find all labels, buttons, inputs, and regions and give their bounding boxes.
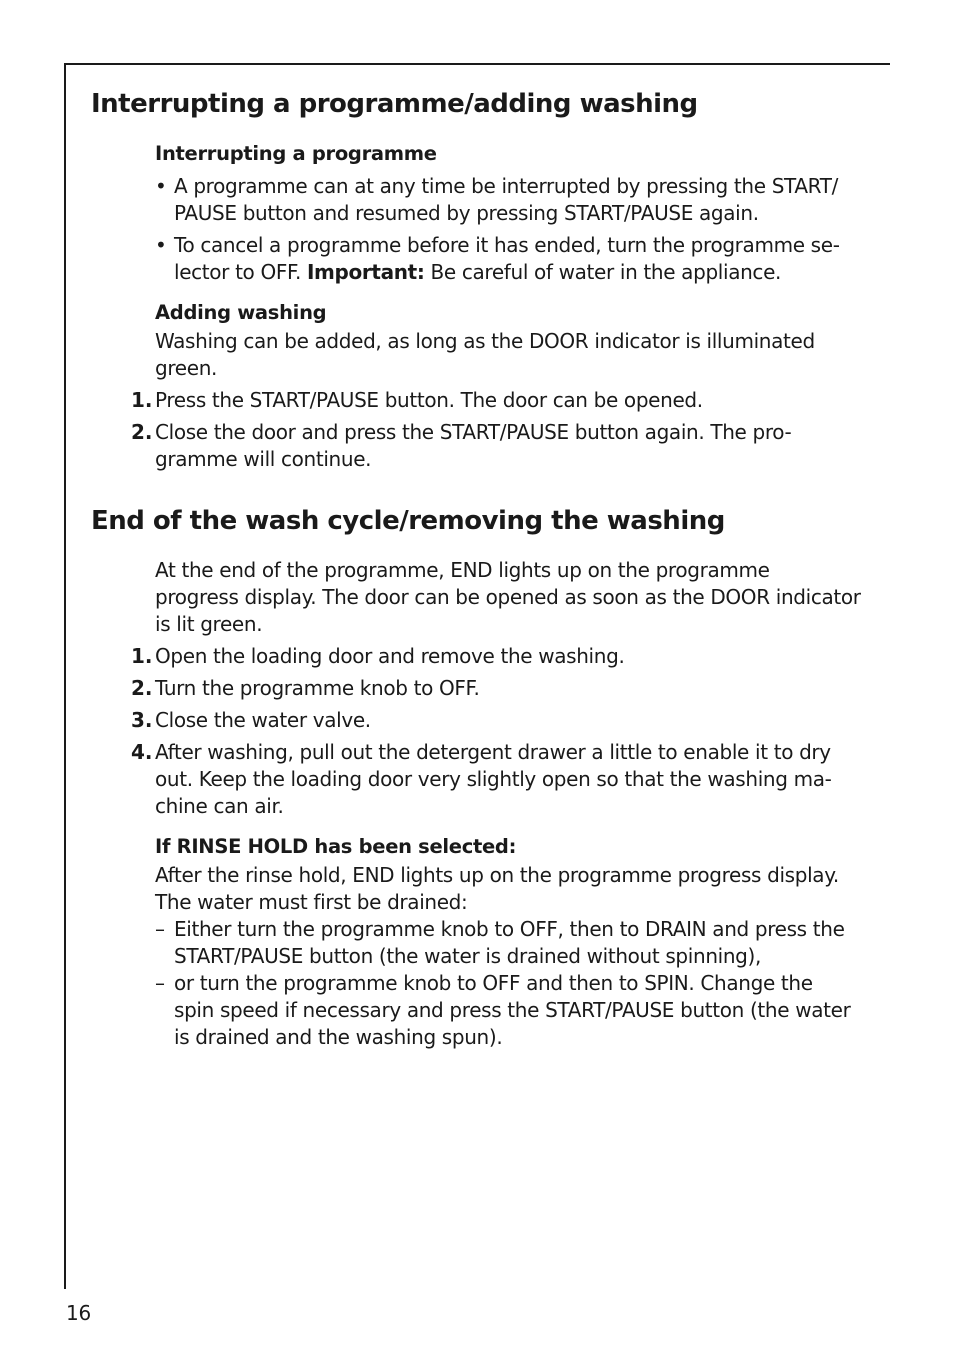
left-rule xyxy=(64,63,66,1289)
bullet-1-line-2: PAUSE button and resumed by pressing START/PAUSE again. xyxy=(174,201,759,225)
step-number: 1. xyxy=(131,388,153,412)
step-number: 4. xyxy=(131,740,153,764)
dash-2-line-2: spin speed if necessary and press the START/PAUSE button (the water xyxy=(174,998,851,1022)
end-intro-line-3: is lit green. xyxy=(155,612,263,636)
adding-step-2-line-2: gramme will continue. xyxy=(155,447,372,471)
end-step-2-line-1: Turn the programme knob to OFF. xyxy=(155,676,480,700)
end-intro-line-2: progress display. The door can be opened as soon as the DOOR indicator xyxy=(155,585,861,609)
end-step-3-line-1: Close the water valve. xyxy=(155,708,371,732)
top-rule xyxy=(64,63,890,65)
end-step-4-line-2: out. Keep the loading door very slightly open so that the washing ma- xyxy=(155,767,832,791)
step-number: 2. xyxy=(131,420,153,444)
bullet-2-line-1: To cancel a programme before it has ended, turn the programme se- xyxy=(174,233,840,257)
rinse-intro-line-1: After the rinse hold, END lights up on the programme progress display. xyxy=(155,863,839,887)
end-step-4-line-1: After washing, pull out the detergent drawer a little to enable it to dry xyxy=(155,740,831,764)
bullet-1-line-1: A programme can at any time be interrupted by pressing the START/ xyxy=(174,174,839,198)
step-number: 3. xyxy=(131,708,153,732)
dash-2-line-3: is drained and the washing spun). xyxy=(174,1025,503,1049)
bullet-2-line-2: lector to OFF. Important: Be careful of water in the appliance. xyxy=(174,260,782,284)
subheading-adding-washing: Adding washing xyxy=(155,301,327,324)
dash-marker: – xyxy=(155,971,165,995)
adding-intro-line-1: Washing can be added, as long as the DOOR indicator is illuminated xyxy=(155,329,815,353)
bullet-marker: • xyxy=(155,233,167,257)
dash-1-line-2: START/PAUSE button (the water is drained without spinning), xyxy=(174,944,761,968)
page-number: 16 xyxy=(66,1301,92,1325)
adding-step-2-line-1: Close the door and press the START/PAUSE button again. The pro- xyxy=(155,420,792,444)
end-intro-line-1: At the end of the programme, END lights up on the programme xyxy=(155,558,770,582)
subheading-rinse-hold: If RINSE HOLD has been selected: xyxy=(155,835,517,858)
rinse-intro-line-2: The water must first be drained: xyxy=(155,890,468,914)
dash-1-line-1: Either turn the programme knob to OFF, then to DRAIN and press the xyxy=(174,917,845,941)
subheading-interrupting-programme: Interrupting a programme xyxy=(155,142,437,165)
bullet-marker: • xyxy=(155,174,167,198)
section-title-interrupting: Interrupting a programme/adding washing xyxy=(91,89,698,119)
end-step-1-line-1: Open the loading door and remove the washing. xyxy=(155,644,625,668)
step-number: 1. xyxy=(131,644,153,668)
adding-intro-line-2: green. xyxy=(155,356,218,380)
adding-step-1-line-1: Press the START/PAUSE button. The door can be opened. xyxy=(155,388,703,412)
dash-2-line-1: or turn the programme knob to OFF and then to SPIN. Change the xyxy=(174,971,813,995)
important-label: Important: xyxy=(306,260,425,284)
section-title-end-of-cycle: End of the wash cycle/removing the washing xyxy=(91,506,725,536)
dash-marker: – xyxy=(155,917,165,941)
end-step-4-line-3: chine can air. xyxy=(155,794,284,818)
step-number: 2. xyxy=(131,676,153,700)
